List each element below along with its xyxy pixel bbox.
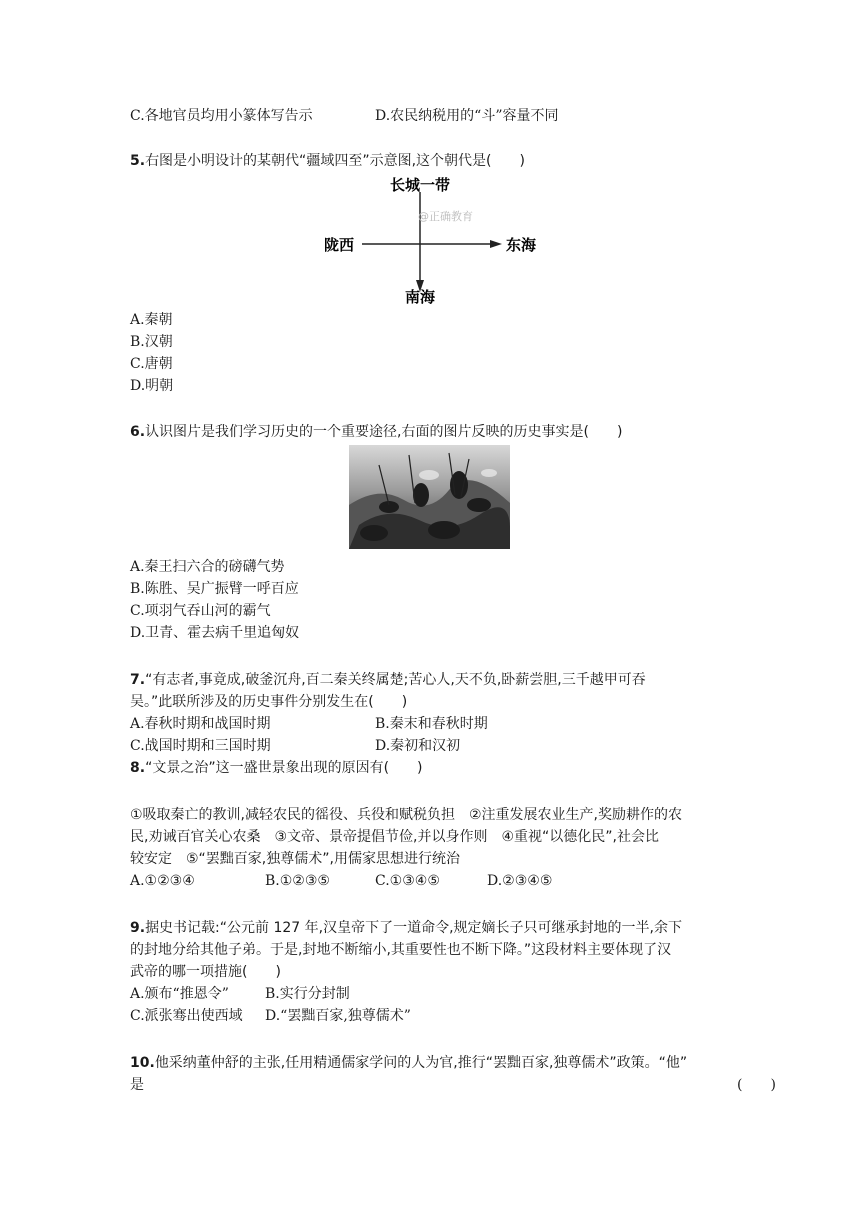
q9-number: 9. xyxy=(130,920,146,936)
q10-line1 xyxy=(130,1053,687,1073)
q8-body-1: ①吸取秦亡的教训,减轻农民的徭役、兵役和赋税负担 ②注重发展农业生产,奖励耕作的农 xyxy=(130,807,682,823)
q8-option-b: B.①②③⑤ xyxy=(265,873,330,889)
q9-option-d: D.“罢黜百家,独尊儒术” xyxy=(265,1008,411,1024)
q9-line3 xyxy=(130,962,281,982)
q7-option-b: B.秦末和春秋时期 xyxy=(375,716,488,732)
q6-stem xyxy=(130,422,622,442)
q7-option-a: A.春秋时期和战国时期 xyxy=(130,716,271,732)
q10-number: 10. xyxy=(130,1055,155,1071)
q8-option-d: D.②③④⑤ xyxy=(487,873,553,889)
q9-option-c: C.派张骞出使西域 xyxy=(130,1008,243,1024)
diagram-label-right: 东海 xyxy=(506,236,537,254)
q8-option-a: A.①②③④ xyxy=(130,873,195,889)
q9-close: ) xyxy=(275,964,281,980)
q6-option-c: C.项羽气吞山河的霸气 xyxy=(130,603,271,619)
q6-text: 认识图片是我们学习历史的一个重要途径,右面的图片反映的历史事实是( xyxy=(145,424,589,440)
q9-option-b: B.实行分封制 xyxy=(265,986,350,1002)
q5-number: 5. xyxy=(130,153,146,169)
q7-line2 xyxy=(130,692,407,712)
q6-option-d: D.卫青、霍去病千里追匈奴 xyxy=(130,625,300,641)
q6-option-a: A.秦王扫六合的磅礴气势 xyxy=(130,559,285,575)
q7-option-c: C.战国时期和三国时期 xyxy=(130,738,271,754)
q8-option-c: C.①③④⑤ xyxy=(375,873,440,889)
q8-number: 8. xyxy=(130,760,146,776)
diagram-label-top: 长城一带 xyxy=(389,176,451,194)
q5-text: 右图是小明设计的某朝代“疆域四至”示意图,这个朝代是( xyxy=(145,153,492,169)
q10-line2: 是 xyxy=(130,1077,144,1093)
q10-text-1: 他采纳董仲舒的主张,任用精通儒家学问的人为官,推行“罢黜百家,独尊儒术”政策。“他” xyxy=(154,1055,688,1071)
q4-option-d: D.农民纳税用的“斗”容量不同 xyxy=(375,108,559,124)
q7-line1 xyxy=(130,670,646,690)
q7-close: ) xyxy=(401,694,408,710)
q5-close: ) xyxy=(519,153,525,169)
q5-option-d: D.明朝 xyxy=(130,378,174,394)
q5-stem xyxy=(130,151,525,171)
q6-close: ) xyxy=(616,424,623,440)
q9-text-3: 武帝的哪一项措施( xyxy=(130,964,248,980)
q8-close: ) xyxy=(417,760,423,776)
q9-line1 xyxy=(130,918,682,938)
q8-text: “文景之治”这一盛世景象出现的原因有( xyxy=(145,760,390,776)
diagram-label-bottom: 南海 xyxy=(404,288,436,306)
territory-diagram xyxy=(310,170,550,310)
q6-option-b: B.陈胜、吴广振臂一呼百应 xyxy=(130,581,299,597)
q8-stem xyxy=(130,758,423,778)
q9-line2: 的封地分给其他子弟。于是,封地不断缩小,其重要性也不断下降。”这段材料主要体现了汉 xyxy=(130,942,672,958)
q4-option-c: C.各地官员均用小篆体写告示 xyxy=(130,108,313,124)
q8-body-3: 较安定 ⑤“罢黜百家,独尊儒术”,用儒家思想进行统治 xyxy=(130,851,460,867)
q8-body-2: 民,劝诫百官关心农桑 ③文帝、景帝提倡节俭,并以身作则 ④重视“以德化民”,社会比 xyxy=(130,829,659,845)
diagram-arrow-right xyxy=(490,240,502,248)
q9-option-a: A.颁布“推恩令” xyxy=(130,986,229,1002)
q7-number: 7. xyxy=(130,672,146,688)
q10-answer-bracket: ( ) xyxy=(737,1077,776,1093)
q7-text-2: 吴。”此联所涉及的历史事件分别发生在( xyxy=(130,694,374,710)
diagram-watermark: @正确教育 xyxy=(418,210,473,223)
battle-painting-image xyxy=(349,445,510,549)
q5-option-c: C.唐朝 xyxy=(130,356,173,372)
q9-text-1: 据史书记载:“公元前 127 年,汉皇帝下了一道命令,规定嫡长子只可继承封地的一半,余下 xyxy=(145,920,683,936)
q5-option-a: A.秦朝 xyxy=(130,312,173,328)
q7-option-d: D.秦初和汉初 xyxy=(375,738,461,754)
q5-option-b: B.汉朝 xyxy=(130,334,173,350)
q7-text-1: “有志者,事竟成,破釜沉舟,百二秦关终属楚;苦心人,天不负,卧薪尝胆,三千越甲可吞 xyxy=(145,672,646,688)
diagram-label-left: 陇西 xyxy=(324,236,355,254)
q6-number: 6. xyxy=(130,424,146,440)
